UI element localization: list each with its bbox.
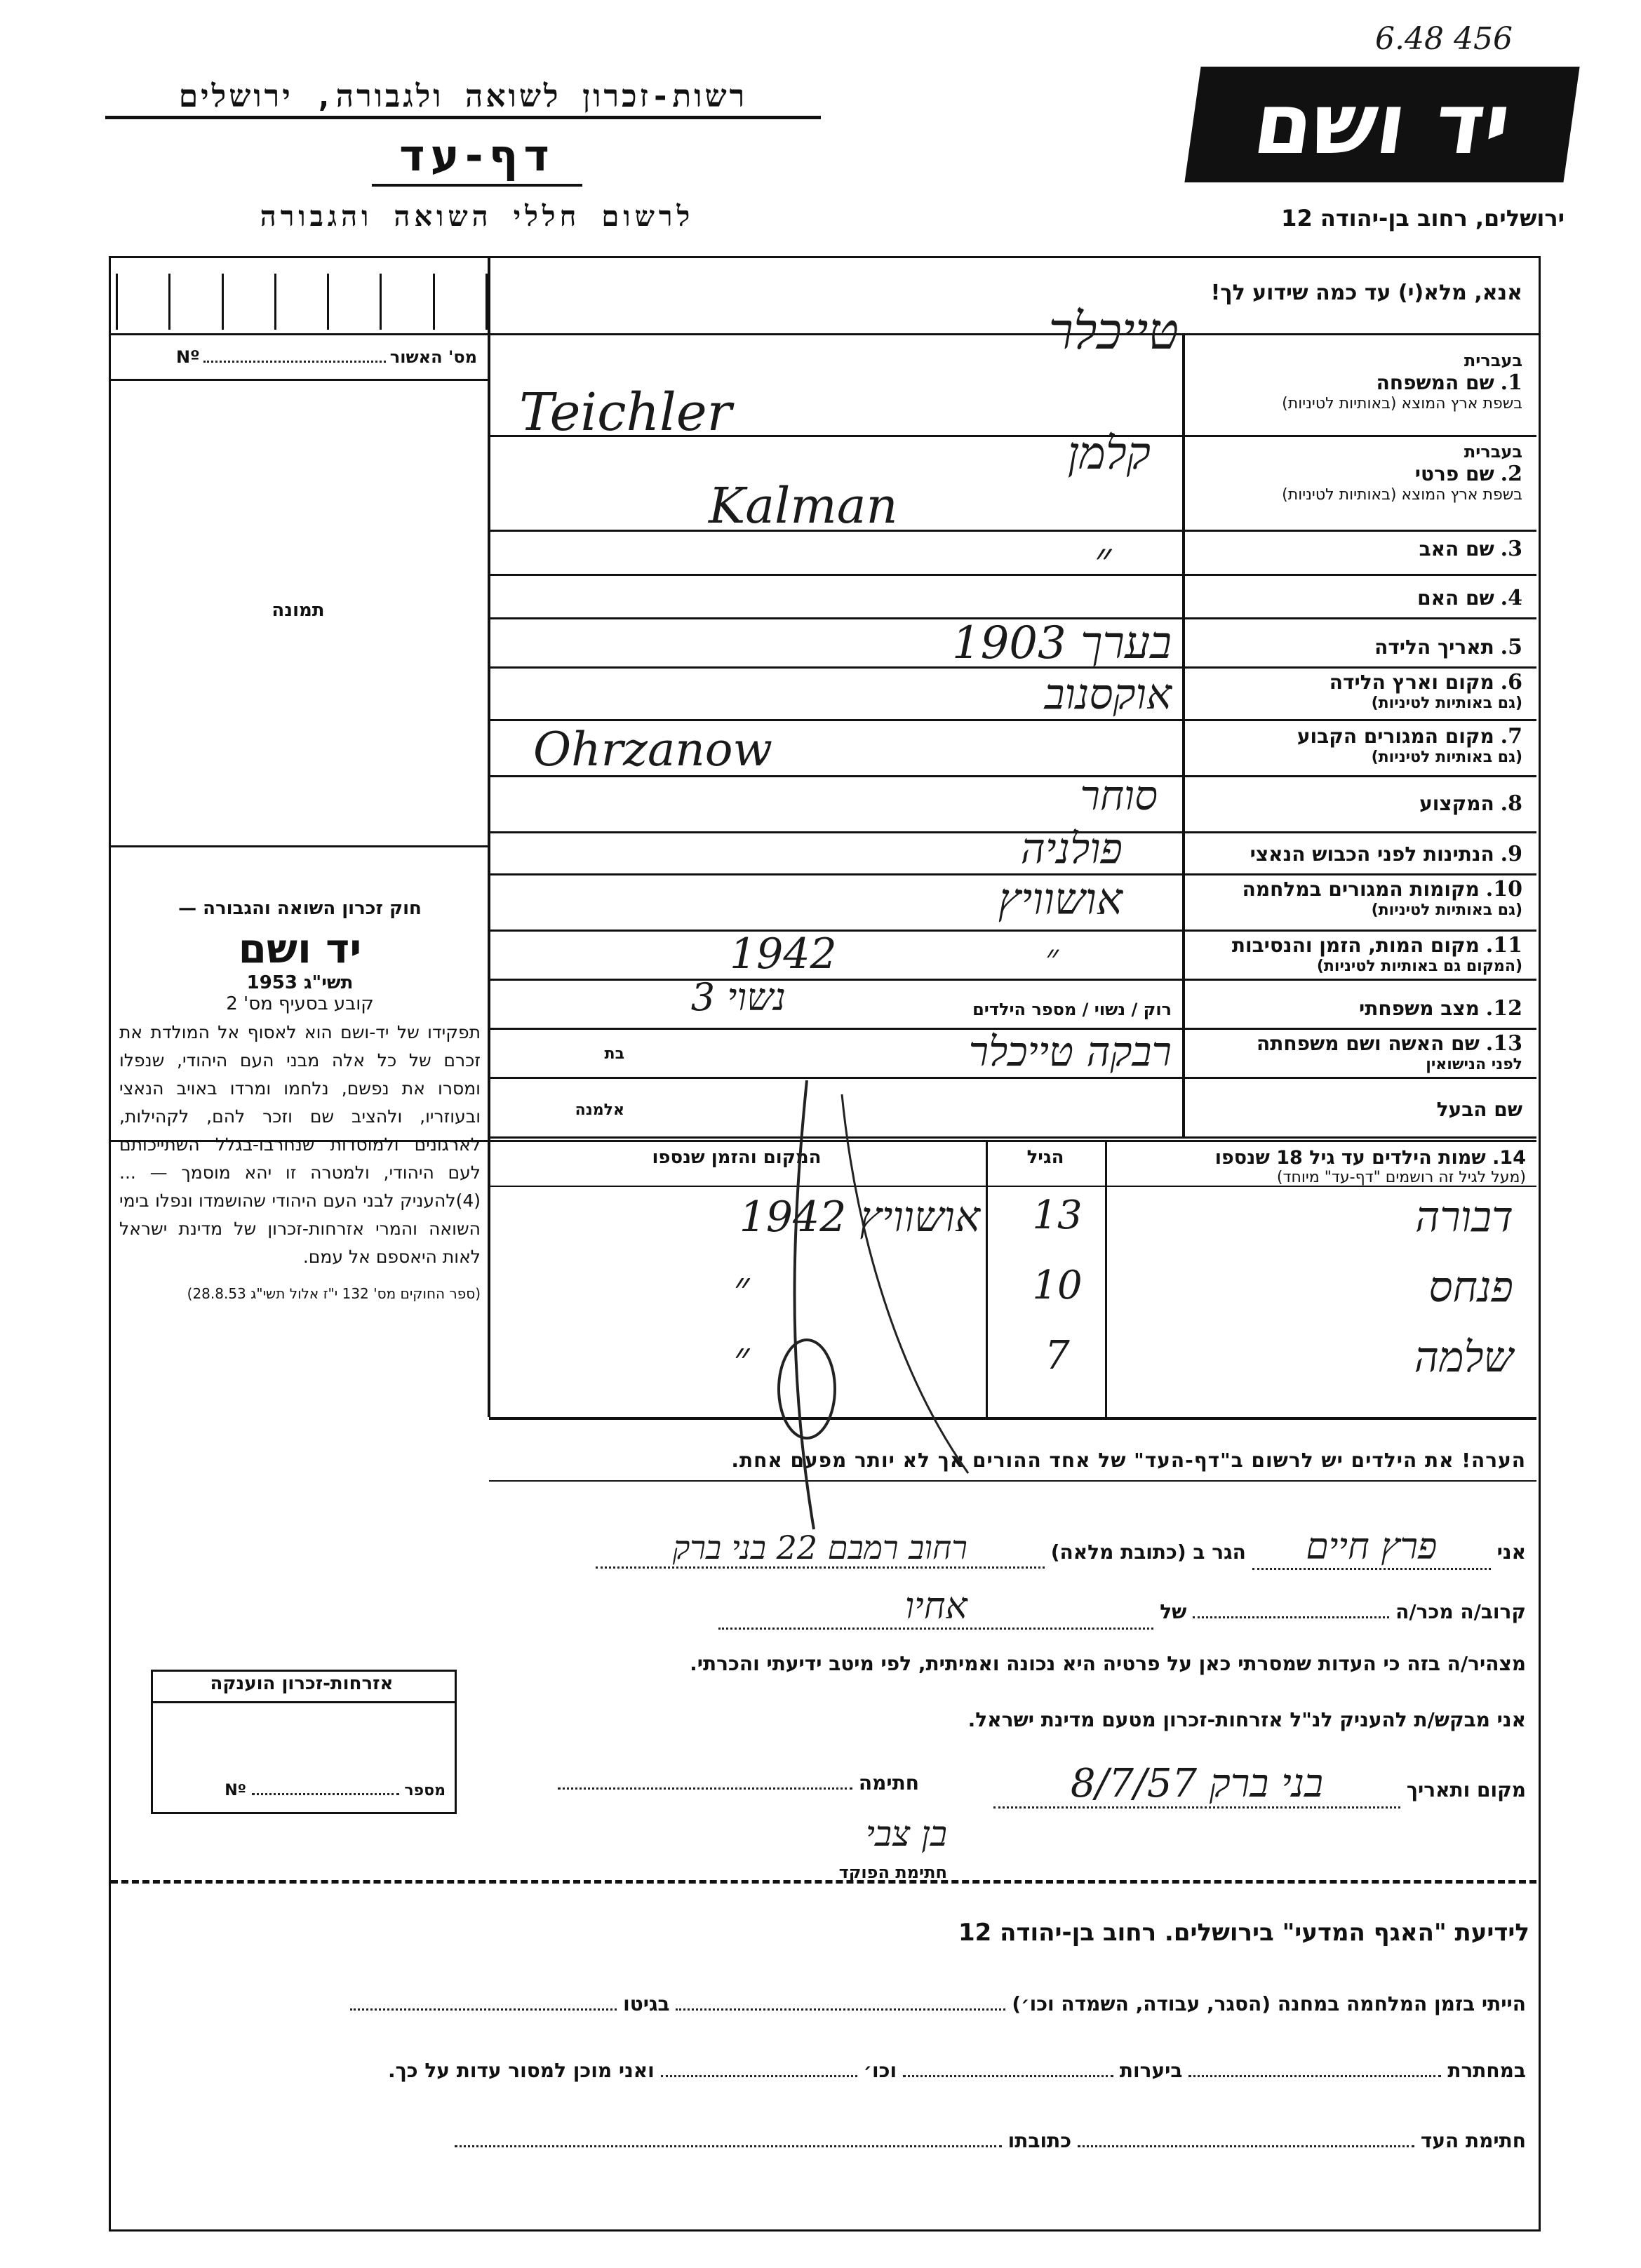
- child-name[interactable]: דבורה: [1415, 1193, 1513, 1242]
- officer-label: חתימת הפוקד: [838, 1863, 947, 1882]
- child-place[interactable]: ״: [733, 1333, 750, 1382]
- marital-status-value[interactable]: נשוי 3: [690, 975, 786, 1019]
- officer-row: [512, 1813, 947, 1854]
- handwritten-strokes: [631, 1080, 1123, 1571]
- declaration-request: אני מבקש/ת להעניק לנ"ל אזרחות-זכרון מטעם מדינת ישראל.: [967, 1708, 1526, 1731]
- child-place[interactable]: אושוויץ 1942: [739, 1193, 980, 1242]
- child-name[interactable]: פנחס: [1428, 1263, 1513, 1312]
- declaration-statement: מצהיר/ה בזה כי העדות שמסרתי כאן על פרטיה היא נכונה ואמיתית, לפי מיטב ידיעתי והכרתי.: [690, 1652, 1526, 1675]
- field-birth-place: 6. מקום וארץ הלידה (גם באותיות לטיניות): [1329, 670, 1522, 712]
- yad-vashem-logo: יד ושם: [1184, 67, 1579, 182]
- field-mother-name: 4. שם האם: [1417, 586, 1522, 610]
- declaration-line-1: אני פרץ חיים הגר ב (כתובת מלאה) רחוב רמבם 22 בני ברק: [505, 1526, 1526, 1570]
- field-first-name: בעברית 2. שם פרטי בשפת ארץ המוצא (באותיות לטיניות): [1282, 442, 1522, 504]
- form-intro: אנא, מלא(י) עד כמה שידוע לך!: [1210, 281, 1522, 305]
- family-name-latin[interactable]: Teichler: [519, 382, 732, 443]
- first-name-hebrew[interactable]: קלמן: [1067, 428, 1151, 480]
- field-residence: 7. מקום המגורים הקבוע (גם באותיות לטיניות): [1297, 724, 1522, 766]
- law-box: חוק זכרון השואה והגבורה — יד ושם תשי"ג 1953 קובע בסעיף מס' 2 תפקידו של יד-ושם הוא לאסוף אל המולדת את זכרם של כל אלה מבני העם היהודי, שנפלו ומסרו את נפשם, נלחמו ומרדו באויב הנאצי ובעוזריו, ולהציב שם וזכר להם, לקהילות, לארגונים ולמוסדות שנחרבו-בגלל השתייכותם לעם היהודי, ולמטרה זו יהא מוסמך — ...(4)להעניק לבני העם היהודי שהושמדו ונפלו בימי השואה והמרי אזרחות-זכרון של מדינת ישראל לאות היאספם אל עמם. (ספר החוקים מס' 132 י"ז אלול תשי"ג 28.8.53): [119, 898, 481, 1302]
- nationality-value[interactable]: פולניה: [1020, 824, 1123, 873]
- birth-date-value[interactable]: בערך 1903: [951, 617, 1172, 669]
- field-death-place: 11. מקום המות, הזמן והנסיבות (המקום גם באותיות לטיניות): [1231, 933, 1522, 975]
- field-husband-name: שם הבעל: [1436, 1098, 1522, 1121]
- field-wife-name: 13. שם האשה ושם משפחתה לפני הנישואין: [1256, 1031, 1522, 1073]
- death-ditto: ״: [1045, 937, 1059, 977]
- children-place-header: המקום והזמן שנספו: [652, 1147, 822, 1168]
- org-line: רשות-זכרון לשואה ולגבורה, ירושלים: [178, 79, 748, 114]
- signature-row: חתימה: [512, 1771, 919, 1794]
- form-title: דף-עד: [399, 130, 555, 181]
- field-war-residence: 10. מקומות המגורים במלחמה (גם באותיות לטיניות): [1242, 877, 1522, 919]
- child-age[interactable]: 7: [1045, 1333, 1070, 1378]
- place-date-row: מקום ותאריך בני ברק 8/7/57: [933, 1761, 1526, 1809]
- widow-label: אלמנה: [575, 1101, 624, 1119]
- field-birth-date: 5. תאריך הלידה: [1374, 635, 1522, 659]
- place-date-value[interactable]: בני ברק 8/7/57: [993, 1761, 1400, 1809]
- declarant-relation[interactable]: אחיו: [718, 1585, 1153, 1630]
- field-father-name: 3. שם האב: [1419, 537, 1522, 561]
- children-header: 14. שמות הילדים עד גיל 18 שנספו (מעל לגיל זה רושמים "דף-עד" מיוחד): [1214, 1147, 1526, 1186]
- field-nationality: 9. הנתינות לפני הכבוש הנאצי: [1250, 842, 1522, 866]
- footer-line-3: חתימת העד כתובתו: [123, 2129, 1526, 2152]
- photo-label: תמונה: [272, 600, 325, 621]
- field-occupation: 8. המקצוע: [1419, 791, 1522, 816]
- certificate-title: אזרחות-זכרון הוענקה: [210, 1673, 394, 1694]
- first-name-latin[interactable]: Kalman: [709, 477, 898, 535]
- wife-born-label: בת: [604, 1045, 624, 1063]
- field-marital-status: 12. מצב משפחתי: [1359, 996, 1522, 1021]
- child-place[interactable]: ״: [733, 1263, 750, 1312]
- occupation-value[interactable]: סוחר: [1080, 772, 1158, 819]
- children-age-header: הגיל: [1026, 1147, 1064, 1168]
- approval-number: מס' האשור Nº: [175, 347, 477, 367]
- footer-line-1: הייתי בזמן המלחמה במחנה (הסגר, עבודה, השמדה וכו׳) בגיטו: [123, 1992, 1526, 2015]
- officer-signature[interactable]: בן צבי: [865, 1813, 947, 1854]
- id-boxes: [116, 274, 488, 330]
- marital-status-options: רוק / נשוי / מספר הילדים: [972, 1000, 1172, 1019]
- footer-line-2: במחתרת ביערות וכו׳ ואני מוכן למסור עדות על כך.: [387, 2059, 1526, 2082]
- residence-value[interactable]: Ohrzanow: [533, 723, 773, 777]
- wife-name-value[interactable]: רבקה טייכלר: [968, 1028, 1172, 1075]
- declarant-name[interactable]: פרץ חיים: [1252, 1526, 1491, 1570]
- death-date-value[interactable]: 1942: [730, 930, 837, 979]
- child-name[interactable]: שלמה: [1414, 1333, 1513, 1382]
- form-subtitle: לרשום חללי השואה והגבורה: [260, 201, 695, 233]
- declarant-address[interactable]: רחוב רמבם 22 בני ברק: [596, 1529, 1045, 1569]
- field-family-name: בעברית 1. שם המשפחה בשפת ארץ המוצא (באותיות לטיניות): [1282, 351, 1522, 412]
- address: ירושלים, רחוב בן-יהודה 12: [1281, 205, 1565, 232]
- certificate-number: מספר Nº: [225, 1782, 446, 1799]
- archive-number: 6.48 456: [1375, 21, 1513, 57]
- footer-separator: [111, 1880, 1536, 1884]
- family-name-hebrew[interactable]: טייכלר: [1048, 302, 1179, 361]
- children-note: הערה! את הילדים יש לרשום ב"דף-העד" של אחד ההורים אך לא יותר מפעם אחת.: [731, 1449, 1526, 1472]
- war-residence-value[interactable]: אושוויץ: [998, 873, 1123, 925]
- child-age[interactable]: 10: [1032, 1263, 1083, 1308]
- footer-title: לידיעת "האגף המדעי" בירושלים. רחוב בן-יהודה 12: [958, 1919, 1529, 1947]
- declaration-line-2: קרוב/ה מכר/ה של אחיו: [505, 1585, 1526, 1630]
- child-age[interactable]: 13: [1032, 1193, 1083, 1238]
- father-name-value[interactable]: ״: [1094, 533, 1112, 585]
- birth-place-value[interactable]: אוקסנוב: [1044, 670, 1172, 719]
